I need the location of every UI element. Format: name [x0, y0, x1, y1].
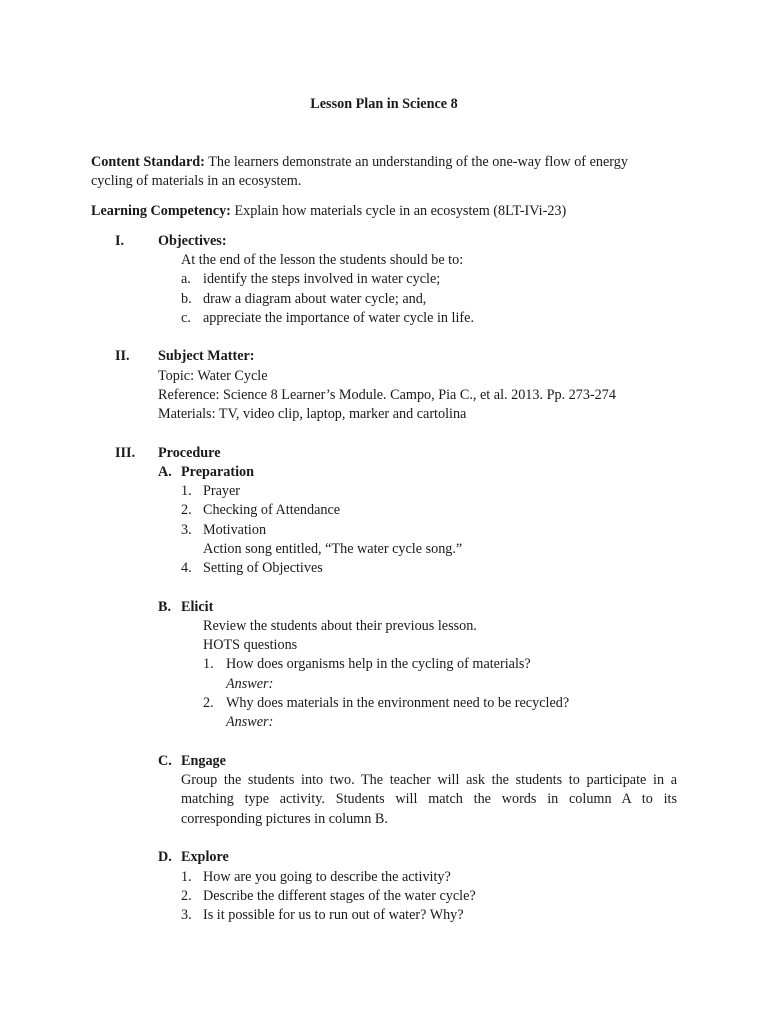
content-standard-label: Content Standard: [91, 154, 205, 170]
engage-line2: matching type activity. Students will match the words in column A to its [181, 791, 677, 807]
content-standard-line2: cycling of materials in an ecosystem. [91, 173, 302, 189]
elicit-question: Why does materials in the environment need to be recycled? [226, 695, 570, 711]
engage-marker: C. [158, 753, 172, 769]
subject-matter-materials: Materials: TV, video clip, laptop, marker and cartolina [158, 406, 467, 422]
engage-line1: Group the students into two. The teacher will ask the students to participate in a [181, 772, 677, 788]
preparation-marker: A. [158, 464, 172, 480]
learning-competency-label: Learning Competency: [91, 203, 231, 219]
explore-item: Describe the different stages of the water cycle? [203, 888, 476, 904]
preparation-heading: Preparation [181, 464, 255, 480]
page-title: Lesson Plan in Science 8 [310, 96, 458, 112]
objectives-heading: Objectives: [158, 233, 227, 249]
objective-item: appreciate the importance of water cycle in life. [203, 310, 474, 326]
preparation-item: Setting of Objectives [203, 560, 323, 576]
elicit-line1: Review the students about their previous lesson. [203, 618, 477, 634]
learning-competency [91, 202, 566, 221]
elicit-answer-label: Answer: [226, 676, 274, 692]
elicit-line2: HOTS questions [203, 637, 298, 653]
preparation-item-marker: 1. [181, 483, 192, 499]
section-numeral-objectives: I. [115, 233, 125, 249]
elicit-answer-label: Answer: [226, 714, 274, 730]
preparation-item: Motivation [203, 522, 267, 538]
explore-item-marker: 2. [181, 888, 192, 904]
elicit-question: How does organisms help in the cycling of materials? [226, 656, 531, 672]
preparation-item-marker: 4. [181, 560, 192, 576]
preparation-item-marker: 3. [181, 522, 192, 538]
explore-heading: Explore [181, 849, 229, 865]
engage-line3: corresponding pictures in column B. [181, 811, 388, 827]
section-numeral-subject-matter: II. [115, 348, 130, 364]
motivation-note: Action song entitled, “The water cycle song.” [203, 541, 463, 557]
preparation-item: Prayer [203, 483, 241, 499]
section-numeral-procedure: III. [115, 445, 136, 461]
preparation-item: Checking of Attendance [203, 502, 341, 518]
subject-matter-heading: Subject Matter: [158, 348, 255, 364]
explore-marker: D. [158, 849, 172, 865]
content-standard-line1 [91, 153, 628, 172]
explore-item-marker: 3. [181, 907, 192, 923]
content-standard-text: The learners demonstrate an understanding of the one-way flow of energy [208, 154, 628, 170]
learning-competency-text: Explain how materials cycle in an ecosystem (8LT-IVi-23) [234, 203, 567, 219]
engage-heading: Engage [181, 753, 226, 769]
elicit-marker: B. [158, 599, 172, 615]
preparation-item-marker: 2. [181, 502, 192, 518]
elicit-heading: Elicit [181, 599, 214, 615]
objective-item: draw a diagram about water cycle; and, [203, 291, 427, 307]
procedure-heading: Procedure [158, 445, 221, 461]
explore-item: How are you going to describe the activity? [203, 869, 451, 885]
objectives-intro: At the end of the lesson the students should be to: [181, 252, 464, 268]
explore-item-marker: 1. [181, 869, 192, 885]
objective-marker: c. [181, 310, 191, 326]
objective-marker: a. [181, 271, 191, 287]
objective-item: identify the steps involved in water cycle; [203, 271, 441, 287]
elicit-question-marker: 1. [203, 656, 214, 672]
subject-matter-topic: Topic: Water Cycle [158, 368, 268, 384]
elicit-question-marker: 2. [203, 695, 214, 711]
objective-marker: b. [181, 291, 192, 307]
subject-matter-reference: Reference: Science 8 Learner’s Module. Campo, Pia C., et al. 2013. Pp. 273-274 [158, 387, 616, 403]
explore-item: Is it possible for us to run out of water? Why? [203, 907, 464, 923]
